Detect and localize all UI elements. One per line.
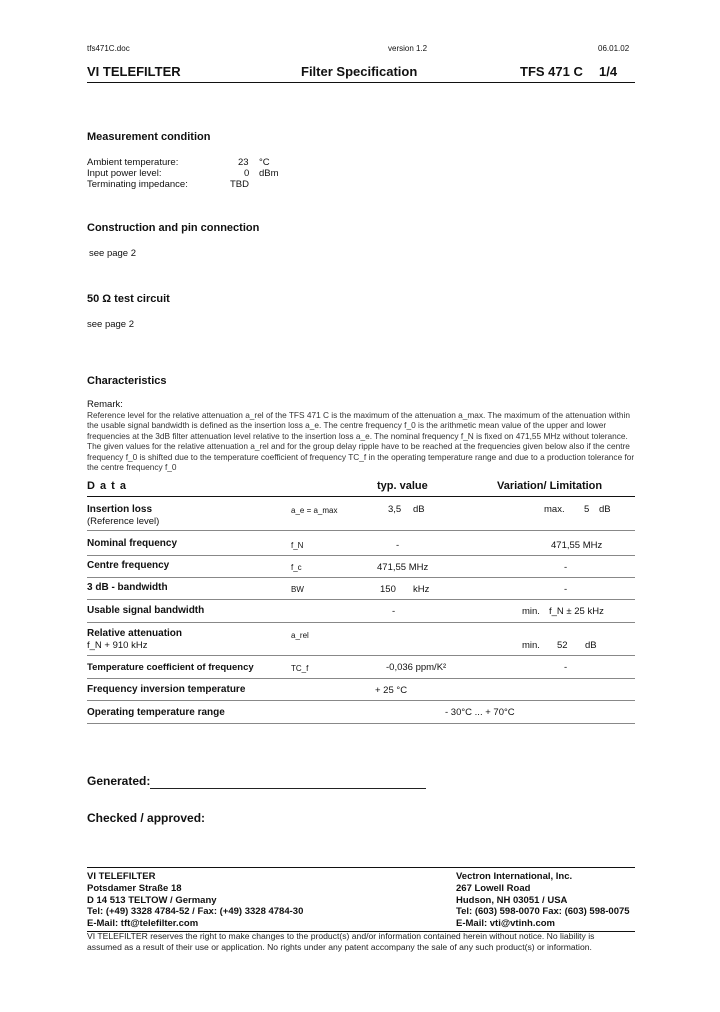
measurement-unit: dBm	[259, 168, 279, 179]
table-header-rule	[87, 496, 635, 497]
construction-heading: Construction and pin connection	[87, 222, 260, 234]
row-symbol: f_N	[291, 541, 304, 550]
remark-line: Reference level for the relative attenuation a_rel of the TFS 471 C is the maximum of the attenuation a_max. The maximum of the attenuation within	[87, 410, 630, 420]
measurement-label: Ambient temperature:	[87, 157, 179, 168]
row-name: Usable signal bandwidth	[87, 605, 205, 616]
row-var-prefix: max.	[544, 504, 565, 515]
header-rule	[87, 82, 635, 83]
row-var-value: 5	[584, 504, 590, 515]
row-symbol: f_c	[291, 563, 302, 572]
footer-line: Tel: (603) 598-0070 Fax: (603) 598-0075	[456, 906, 630, 918]
table-col-typ: typ. value	[377, 480, 428, 492]
row-name: Temperature coefficient of frequency	[87, 662, 254, 673]
footer-line: Tel: (+49) 3328 4784-52 / Fax: (+49) 3328 4784-30	[87, 906, 304, 918]
row-typ: + 25 °C	[375, 685, 408, 696]
footer-line: VI TELEFILTER	[87, 871, 156, 882]
row-var-unit: dB	[585, 640, 597, 651]
row-typ: -	[396, 540, 400, 551]
row-divider	[87, 700, 635, 701]
measurement-value: TBD	[230, 179, 249, 190]
row-divider	[87, 622, 635, 623]
row-typ: - 30°C ... + 70°C	[445, 707, 515, 718]
row-divider	[87, 577, 635, 578]
doc-filename: tfs471C.doc	[87, 44, 130, 53]
measurement-label: Terminating impedance:	[87, 179, 188, 190]
test-circuit-heading: 50 Ω test circuit	[87, 293, 170, 305]
remark-line: frequency f_0 is shifted due to the temperature coefficient of frequency TC_f in the operating temperature range and due to a production tolerance for	[87, 451, 635, 462]
remark-line: frequencies at the 3dB filter attenuation level relative to the insertion loss a_e. The nominal frequency f_N is fixed on 471,55 MHz without tolerance.	[87, 430, 628, 441]
row-var-value: -	[564, 662, 568, 673]
row-name: Centre frequency	[87, 560, 170, 571]
row-var-prefix: min.	[522, 640, 540, 651]
characteristics-heading: Characteristics	[87, 375, 167, 387]
row-name: 3 dB - bandwidth	[87, 582, 168, 593]
doc-date: 06.01.02	[598, 44, 630, 53]
page-number: 1/4	[599, 64, 618, 79]
checked-label: Checked / approved:	[87, 811, 206, 825]
measurement-label: Input power level:	[87, 168, 162, 179]
remark-title: Remark:	[87, 399, 123, 410]
page-title: Filter Specification	[301, 64, 418, 79]
row-divider	[87, 530, 635, 531]
disclaimer-line: assumed as a result of their use or application. No rights under any patent accompany the sale of any such product(s) or information.	[87, 942, 592, 953]
row-name: Operating temperature range	[87, 707, 225, 718]
doc-version: version 1.2	[388, 44, 428, 53]
measurement-value: 23	[238, 157, 249, 168]
row-symbol: BW	[291, 585, 304, 594]
footer-line: D 14 513 TELTOW / Germany	[87, 894, 217, 906]
footer-line: Hudson, NH 03051 / USA	[456, 894, 568, 906]
generated-label: Generated:	[87, 774, 151, 788]
row-typ: 150	[380, 584, 396, 595]
row-typ-unit: dB	[413, 504, 425, 515]
footer-rule	[87, 867, 635, 868]
row-typ: 3,5	[388, 504, 402, 515]
table-col-data: D a t a	[87, 480, 128, 492]
construction-text: see page 2	[89, 248, 137, 259]
row-symbol: a_rel	[291, 631, 309, 640]
remark-line: the centre frequency f_0	[87, 462, 177, 473]
row-divider	[87, 723, 635, 724]
footer-email-link[interactable]: E-Mail: tft@telefilter.com	[87, 918, 199, 930]
measurement-value: 0	[244, 168, 250, 179]
measurement-unit: °C	[259, 157, 270, 168]
row-var-prefix: min.	[522, 606, 540, 617]
generated-signature-line	[150, 788, 426, 789]
test-circuit-text: see page 2	[87, 319, 135, 330]
footer-email-link[interactable]: E-Mail: vti@vtinh.com	[456, 918, 555, 930]
table-col-var: Variation/ Limitation	[497, 480, 603, 492]
footer-left-address	[87, 871, 303, 930]
footer-line: Potsdamer Straße 18	[87, 882, 182, 894]
remark-line: the usable signal bandwidth is defined as the insertion loss a_e. The centre frequency f_0 is the arithmetic mean value of the upper and lower	[87, 420, 607, 431]
footer-line: Vectron International, Inc.	[456, 871, 573, 882]
row-symbol: a_e = a_max	[291, 506, 338, 515]
row-sub: f_N + 910 kHz	[87, 640, 148, 651]
row-name: Insertion loss	[87, 504, 153, 515]
disclaimer	[87, 931, 647, 954]
row-sub: (Reference level)	[87, 516, 160, 527]
remark-line: The given values for the relative attenuation a_rel and for the group delay ripple have to be reached at the frequencies given below also if the centre	[87, 441, 630, 452]
row-divider	[87, 555, 635, 556]
row-typ: -0,036 ppm/K²	[386, 662, 447, 673]
row-var-value: 471,55 MHz	[551, 540, 603, 551]
part-number: TFS 471 C	[520, 64, 583, 79]
disclaimer-line: VI TELEFILTER reserves the right to make changes to the product(s) and/or information contained herein without notice. No liability is	[87, 931, 595, 941]
row-divider	[87, 678, 635, 679]
row-name: Frequency inversion temperature	[87, 684, 246, 695]
row-var-value: -	[564, 562, 568, 573]
row-typ: 471,55 MHz	[377, 562, 429, 573]
remark-text	[87, 410, 635, 472]
row-typ: -	[392, 606, 396, 617]
measurement-heading: Measurement condition	[87, 131, 211, 143]
footer-line: 267 Lowell Road	[456, 882, 531, 894]
row-var-value: f_N ± 25 kHz	[549, 606, 604, 617]
row-var-value: 52	[557, 640, 568, 651]
row-var-unit: dB	[599, 504, 611, 515]
row-name: Relative attenuation	[87, 628, 183, 639]
row-var-value: -	[564, 584, 568, 595]
row-divider	[87, 655, 635, 656]
footer-right-address	[456, 871, 630, 930]
company-name: VI TELEFILTER	[87, 64, 181, 79]
row-name: Nominal frequency	[87, 538, 178, 549]
row-typ-unit: kHz	[413, 584, 430, 595]
row-divider	[87, 599, 635, 600]
row-symbol: TC_f	[291, 664, 309, 673]
